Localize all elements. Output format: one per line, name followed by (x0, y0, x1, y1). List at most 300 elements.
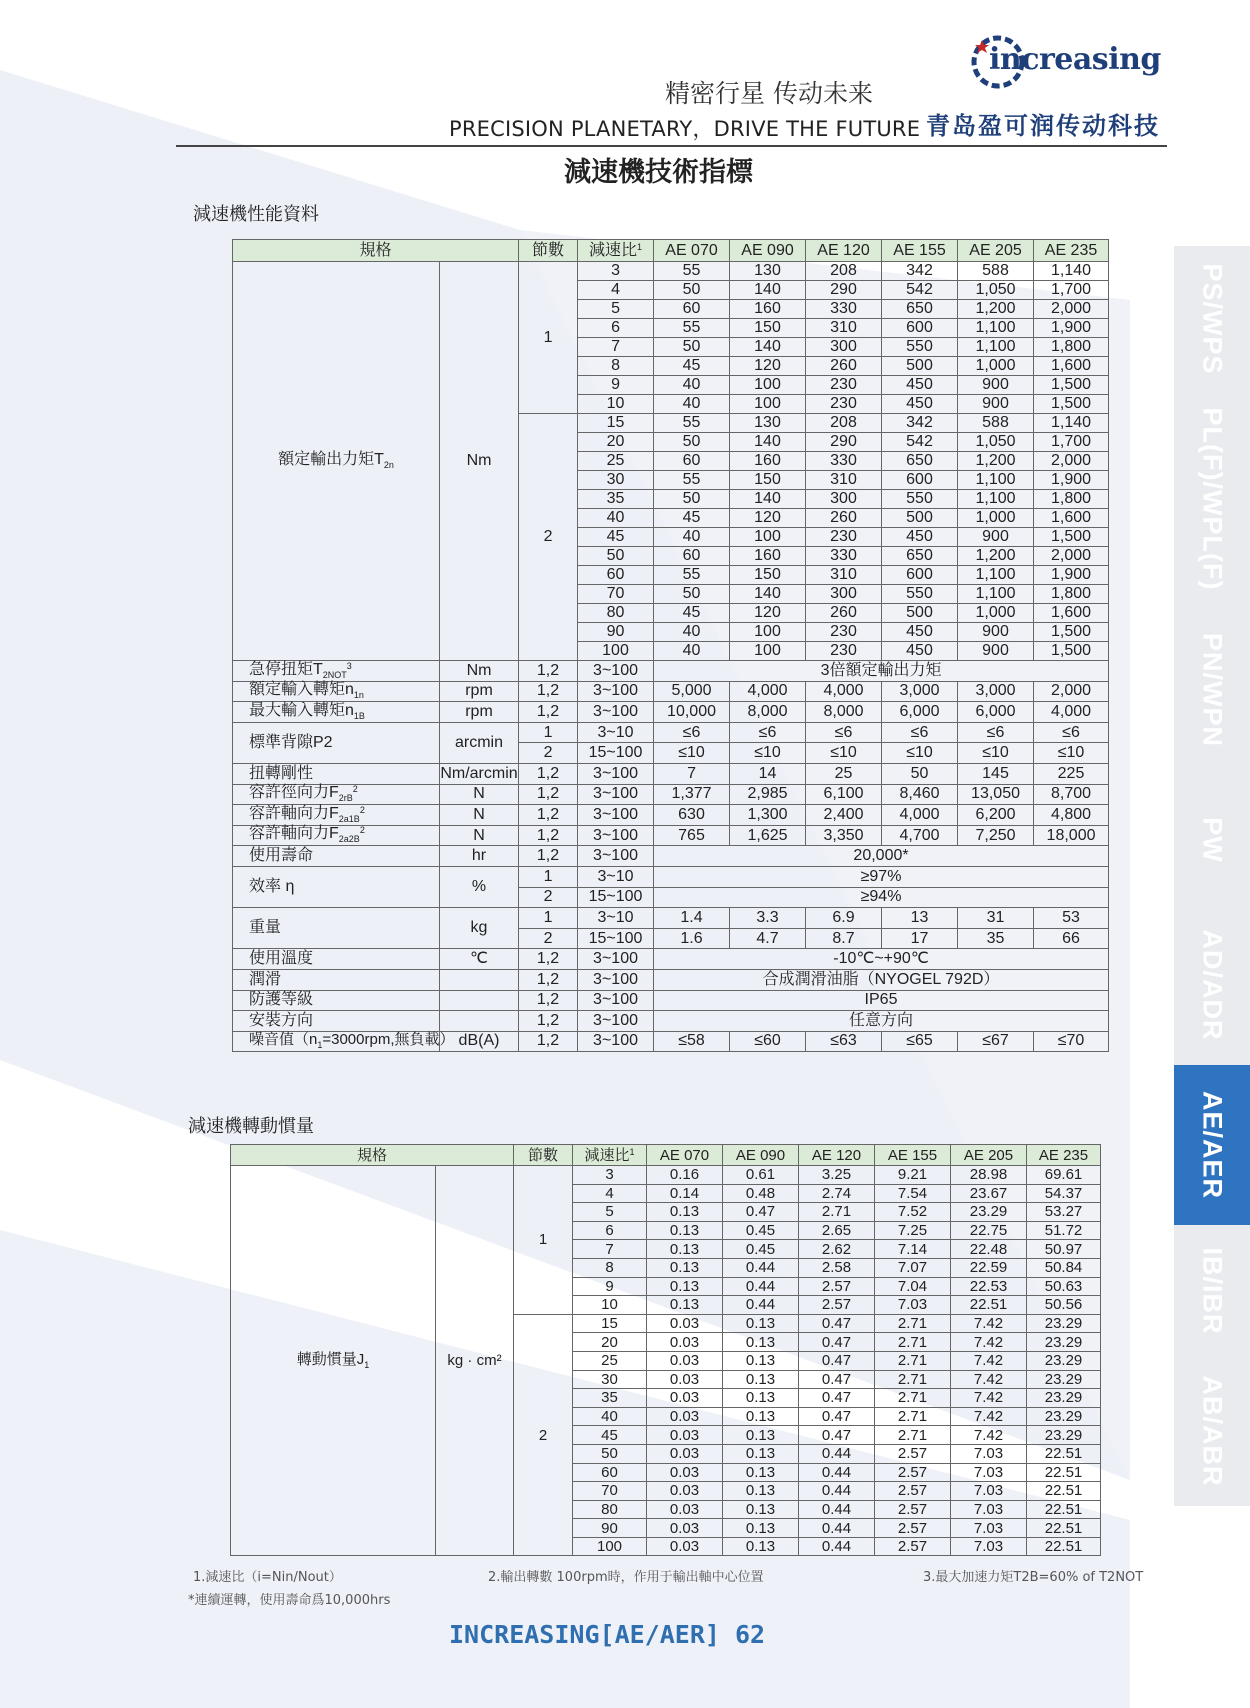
value-cell: 0.13 (723, 1426, 799, 1445)
value-cell: 230 (806, 395, 882, 414)
value-cell: ≤6 (1034, 722, 1109, 743)
value-cell: 2.57 (875, 1500, 951, 1519)
value-cell: ≤10 (882, 743, 958, 764)
table-row (233, 969, 1109, 990)
value-cell: 50 (654, 338, 730, 357)
value-cell: 260 (806, 604, 882, 623)
ratio-cell: 3~10 (578, 866, 654, 887)
value-cell: 1,000 (958, 357, 1034, 376)
footnote-1: 1.減速比（i=Nin/Nout） (193, 1570, 342, 1585)
value-cell: 230 (806, 623, 882, 642)
value-cell: 0.13 (647, 1277, 723, 1296)
ratio-cell: 3~100 (578, 949, 654, 970)
ratio-cell: 4 (578, 281, 654, 300)
value-cell: ≤6 (654, 722, 730, 743)
value-cell: 0.13 (723, 1537, 799, 1556)
slogan-english: PRECISION PLANETARY，DRIVE THE FUTURE (449, 117, 921, 141)
value-cell: 7.07 (875, 1258, 951, 1277)
ratio-cell: 3~100 (578, 805, 654, 826)
value-cell: 0.13 (647, 1221, 723, 1240)
value-cell: 50.56 (1027, 1296, 1101, 1315)
ratio-cell: 70 (578, 585, 654, 604)
header-spec: 規格 (231, 1145, 514, 1166)
value-cell: 150 (730, 319, 806, 338)
value-cell: 310 (806, 566, 882, 585)
value-cell: 1,200 (958, 300, 1034, 319)
value-cell: ≤6 (882, 722, 958, 743)
value-cell: 120 (730, 604, 806, 623)
row-label: 潤滑 (233, 969, 440, 990)
value-cell: 2.71 (875, 1389, 951, 1408)
ratio-cell: 40 (573, 1407, 647, 1426)
value-cell: 7.42 (951, 1426, 1027, 1445)
value-cell: 60 (654, 452, 730, 471)
value-cell: 2.71 (875, 1333, 951, 1352)
stage-cell: 1,2 (519, 702, 578, 723)
value-cell: 0.13 (723, 1500, 799, 1519)
ratio-cell: 3~100 (578, 763, 654, 784)
value-cell: 3倍額定輸出力矩 (654, 661, 1109, 682)
value-cell: 1,100 (958, 471, 1034, 490)
ratio-cell: 6 (578, 319, 654, 338)
row-label: 噪音值（$n_1=3000rpm$,無負載） (233, 1031, 440, 1052)
value-cell: 160 (730, 547, 806, 566)
value-cell: 0.44 (799, 1463, 875, 1482)
row-label: 重量 (233, 908, 440, 949)
unit-cell: rpm (440, 702, 519, 723)
value-cell: 任意方向 (654, 1011, 1109, 1032)
value-cell: 2.65 (799, 1221, 875, 1240)
value-cell: 1,500 (1034, 642, 1109, 661)
logo-text: increasing (989, 42, 1161, 77)
header-model: AE 120 (806, 240, 882, 262)
value-cell: 45 (654, 357, 730, 376)
value-cell: 2,400 (806, 805, 882, 826)
value-cell: 22.48 (951, 1240, 1027, 1259)
value-cell: 4,000 (882, 805, 958, 826)
performance-table (232, 239, 1109, 1052)
value-cell: ≥97% (654, 866, 1109, 887)
ratio-cell: 100 (573, 1537, 647, 1556)
ratio-cell: 3~10 (578, 722, 654, 743)
value-cell: 0.03 (647, 1351, 723, 1370)
stage-cell: 2 (519, 928, 578, 949)
ratio-cell: 50 (573, 1444, 647, 1463)
value-cell: 55 (654, 471, 730, 490)
header-stages: 節數 (514, 1145, 573, 1166)
header-spec: 規格 (233, 240, 519, 262)
value-cell: ≤58 (654, 1031, 730, 1052)
value-cell: 22.59 (951, 1258, 1027, 1277)
row-label: 使用溫度 (233, 949, 440, 970)
ratio-cell: 3 (573, 1166, 647, 1185)
value-cell: 7.03 (875, 1296, 951, 1315)
company-name: 青岛盈可润传动科技 (926, 111, 1160, 140)
value-cell: 50 (654, 281, 730, 300)
value-cell: 0.47 (799, 1351, 875, 1370)
ratio-cell: 15~100 (578, 743, 654, 764)
unit-cell: arcmin (440, 722, 519, 763)
value-cell: 22.53 (951, 1277, 1027, 1296)
inertia-section-title: 減速機轉動慣量 (188, 1116, 314, 1137)
value-cell: 0.03 (647, 1426, 723, 1445)
value-cell: 1,500 (1034, 623, 1109, 642)
value-cell: 140 (730, 281, 806, 300)
value-cell: 28.98 (951, 1166, 1027, 1185)
ratio-cell: 20 (578, 433, 654, 452)
stage-cell: 1,2 (519, 846, 578, 867)
value-cell: 18,000 (1034, 825, 1109, 846)
value-cell: 7.03 (951, 1537, 1027, 1556)
value-cell: ≤6 (958, 722, 1034, 743)
value-cell: 0.47 (799, 1426, 875, 1445)
value-cell: 7.03 (951, 1500, 1027, 1519)
value-cell: 0.03 (647, 1519, 723, 1538)
value-cell: 35 (958, 928, 1034, 949)
value-cell: 0.47 (799, 1370, 875, 1389)
stage-cell: 1 (514, 1166, 573, 1315)
value-cell: 0.13 (647, 1203, 723, 1222)
value-cell: 1,100 (958, 585, 1034, 604)
stage-cell: 1 (519, 722, 578, 743)
value-cell: 290 (806, 433, 882, 452)
value-cell: 7.54 (875, 1184, 951, 1203)
value-cell: 6.9 (806, 908, 882, 929)
value-cell: 4,000 (806, 681, 882, 702)
value-cell: 23.29 (1027, 1333, 1101, 1352)
tab-ab-abr[interactable]: AB/ABR (1174, 1356, 1250, 1508)
value-cell: 0.44 (799, 1444, 875, 1463)
table-row (233, 846, 1109, 867)
header-ratio: 減速比$^1$ (578, 240, 654, 262)
value-cell: 2.71 (875, 1426, 951, 1445)
value-cell: 23.29 (1027, 1407, 1101, 1426)
value-cell: 1,900 (1034, 566, 1109, 585)
value-cell: 40 (654, 528, 730, 547)
row-label: 扭轉剛性 (233, 763, 440, 784)
header-ratio: 減速比$^1$ (573, 1145, 647, 1166)
value-cell: 140 (730, 433, 806, 452)
value-cell: 1,000 (958, 604, 1034, 623)
tab-ad-adr[interactable]: AD/ADR (1174, 905, 1250, 1067)
value-cell: 23.29 (1027, 1370, 1101, 1389)
ratio-cell: 6 (573, 1221, 647, 1240)
unit-cell: % (440, 866, 519, 907)
value-cell: 3.3 (730, 908, 806, 929)
row-label: 急停扭矩$T_{2NOT}^3$ (233, 661, 440, 682)
footnote-2: 2.輸出轉數 100rpm時，作用于輸出軸中心位置 (488, 1570, 764, 1585)
value-cell: 450 (882, 528, 958, 547)
value-cell: 1,200 (958, 452, 1034, 471)
value-cell: 7 (654, 763, 730, 784)
value-cell: 50 (654, 433, 730, 452)
value-cell: 2,000 (1034, 547, 1109, 566)
value-cell: 0.44 (799, 1537, 875, 1556)
value-cell: 22.51 (1027, 1482, 1101, 1501)
ratio-cell: 3 (578, 262, 654, 281)
ratio-cell: 3~100 (578, 702, 654, 723)
value-cell: 0.47 (799, 1333, 875, 1352)
value-cell: 130 (730, 262, 806, 281)
value-cell: 630 (654, 805, 730, 826)
value-cell: 150 (730, 471, 806, 490)
value-cell: ≤10 (806, 743, 882, 764)
value-cell: 0.03 (647, 1407, 723, 1426)
header-model: AE 235 (1034, 240, 1109, 262)
row-label: 標準背隙P2 (233, 722, 440, 763)
stage-cell: 1,2 (519, 1031, 578, 1052)
value-cell: 7.42 (951, 1370, 1027, 1389)
value-cell: 22.51 (1027, 1463, 1101, 1482)
value-cell: 225 (1034, 763, 1109, 784)
value-cell: 50.97 (1027, 1240, 1101, 1259)
value-cell: 120 (730, 357, 806, 376)
value-cell: 0.44 (723, 1296, 799, 1315)
value-cell: 900 (958, 623, 1034, 642)
value-cell: 2.71 (875, 1314, 951, 1333)
table-row (233, 262, 1109, 281)
ratio-cell: 60 (573, 1463, 647, 1482)
value-cell: 8.7 (806, 928, 882, 949)
value-cell: 7.25 (875, 1221, 951, 1240)
value-cell: 0.13 (723, 1314, 799, 1333)
unit-cell: Nm/arcmin (440, 763, 519, 784)
value-cell: 0.47 (799, 1389, 875, 1408)
value-cell: 54.37 (1027, 1184, 1101, 1203)
value-cell: 0.13 (723, 1463, 799, 1482)
row-label: 安裝方向 (233, 1011, 440, 1032)
value-cell: 1,800 (1034, 490, 1109, 509)
value-cell: ≤60 (730, 1031, 806, 1052)
value-cell: 1,377 (654, 784, 730, 805)
value-cell: 342 (882, 262, 958, 281)
ratio-cell: 45 (573, 1426, 647, 1445)
value-cell: 22.51 (1027, 1519, 1101, 1538)
value-cell: 60 (654, 547, 730, 566)
value-cell: 2.57 (875, 1519, 951, 1538)
value-cell: 55 (654, 414, 730, 433)
value-cell: ≤6 (806, 722, 882, 743)
value-cell: 0.44 (799, 1482, 875, 1501)
value-cell: 2.62 (799, 1240, 875, 1259)
value-cell: 342 (882, 414, 958, 433)
value-cell: 60 (654, 300, 730, 319)
tab-ae-aer[interactable]: AE/AER (1174, 1065, 1250, 1227)
value-cell: 900 (958, 642, 1034, 661)
value-cell: 160 (730, 300, 806, 319)
value-cell: 7.42 (951, 1407, 1027, 1426)
value-cell: 51.72 (1027, 1221, 1101, 1240)
value-cell: 50 (654, 585, 730, 604)
table-row (231, 1166, 1101, 1185)
unit-cell (440, 1011, 519, 1032)
value-cell: 100 (730, 528, 806, 547)
value-cell: 1,100 (958, 319, 1034, 338)
value-cell: ≤10 (1034, 743, 1109, 764)
ratio-cell: 9 (573, 1277, 647, 1296)
header-model: AE 070 (647, 1145, 723, 1166)
unit-cell: ℃ (440, 949, 519, 970)
value-cell: 4,000 (730, 681, 806, 702)
value-cell: 1,600 (1034, 357, 1109, 376)
stage-cell: 2 (519, 414, 578, 661)
unit-cell (440, 990, 519, 1011)
value-cell: 22.51 (1027, 1444, 1101, 1463)
table-row (233, 949, 1109, 970)
ratio-cell: 3~100 (578, 825, 654, 846)
ratio-cell: 10 (573, 1296, 647, 1315)
value-cell: 0.13 (723, 1407, 799, 1426)
ratio-cell: 25 (573, 1351, 647, 1370)
ratio-cell: 60 (578, 566, 654, 585)
value-cell: 2.57 (875, 1444, 951, 1463)
ratio-cell: 7 (573, 1240, 647, 1259)
value-cell: 450 (882, 642, 958, 661)
value-cell: 145 (958, 763, 1034, 784)
value-cell: 6,100 (806, 784, 882, 805)
value-cell: 1,900 (1034, 319, 1109, 338)
value-cell: 1,900 (1034, 471, 1109, 490)
table-row (233, 990, 1109, 1011)
table-row (233, 763, 1109, 784)
unit-cell: Nm (440, 661, 519, 682)
table-row (233, 866, 1109, 887)
value-cell: 7.42 (951, 1389, 1027, 1408)
value-cell: 0.13 (647, 1296, 723, 1315)
value-cell: 0.13 (723, 1444, 799, 1463)
value-cell: 2,000 (1034, 300, 1109, 319)
ratio-cell: 30 (573, 1370, 647, 1389)
value-cell: 450 (882, 376, 958, 395)
value-cell: 40 (654, 642, 730, 661)
value-cell: 2.57 (799, 1296, 875, 1315)
value-cell: ≤10 (730, 743, 806, 764)
value-cell: 2.58 (799, 1258, 875, 1277)
tab-ps-wps[interactable]: PS/WPS (1174, 246, 1250, 394)
ratio-cell: 3~100 (578, 846, 654, 867)
value-cell: 1,050 (958, 281, 1034, 300)
value-cell: 1,700 (1034, 281, 1109, 300)
value-cell: 22.51 (951, 1296, 1027, 1315)
value-cell: 7.04 (875, 1277, 951, 1296)
stage-cell: 2 (519, 887, 578, 908)
value-cell: 0.03 (647, 1482, 723, 1501)
value-cell: 66 (1034, 928, 1109, 949)
value-cell: 260 (806, 357, 882, 376)
value-cell: 600 (882, 319, 958, 338)
value-cell: 300 (806, 585, 882, 604)
row-label: 額定輸出力矩$T_{2n}$ (233, 262, 440, 661)
value-cell: 100 (730, 642, 806, 661)
value-cell: 0.13 (647, 1240, 723, 1259)
value-cell: 1,700 (1034, 433, 1109, 452)
value-cell: 0.13 (723, 1389, 799, 1408)
value-cell: 50 (654, 490, 730, 509)
value-cell: 40 (654, 376, 730, 395)
value-cell: 0.03 (647, 1314, 723, 1333)
value-cell: 1,100 (958, 490, 1034, 509)
value-cell: 0.14 (647, 1184, 723, 1203)
ratio-cell: 3~10 (578, 908, 654, 929)
value-cell: 4.7 (730, 928, 806, 949)
value-cell: 300 (806, 338, 882, 357)
stage-cell: 1,2 (519, 990, 578, 1011)
ratio-cell: 25 (578, 452, 654, 471)
header-model: AE 070 (654, 240, 730, 262)
value-cell: 330 (806, 300, 882, 319)
tab-pn-wpn[interactable]: PN/WPN (1174, 605, 1250, 777)
value-cell: ≤10 (654, 743, 730, 764)
value-cell: 8,460 (882, 784, 958, 805)
inertia-table (230, 1144, 1101, 1556)
unit-cell: hr (440, 846, 519, 867)
value-cell: 6,000 (958, 702, 1034, 723)
value-cell: 2,000 (1034, 681, 1109, 702)
value-cell: 2.71 (799, 1203, 875, 1222)
value-cell: 55 (654, 262, 730, 281)
row-label: 容許軸向力$F_{2a2B}^2$ (233, 825, 440, 846)
value-cell: 500 (882, 509, 958, 528)
value-cell: 550 (882, 585, 958, 604)
value-cell: 0.03 (647, 1389, 723, 1408)
ratio-cell: 5 (573, 1203, 647, 1222)
value-cell: 208 (806, 414, 882, 433)
value-cell: 300 (806, 490, 882, 509)
value-cell: 0.03 (647, 1463, 723, 1482)
row-label: 效率 η (233, 866, 440, 907)
stage-cell: 1,2 (519, 825, 578, 846)
value-cell: 7.52 (875, 1203, 951, 1222)
header-stages: 節數 (519, 240, 578, 262)
header-model: AE 120 (799, 1145, 875, 1166)
ratio-cell: 4 (573, 1184, 647, 1203)
value-cell: 2.57 (875, 1463, 951, 1482)
value-cell: 7.03 (951, 1463, 1027, 1482)
ratio-cell: 5 (578, 300, 654, 319)
value-cell: 0.45 (723, 1221, 799, 1240)
value-cell: 40 (654, 395, 730, 414)
value-cell: 260 (806, 509, 882, 528)
value-cell: 650 (882, 547, 958, 566)
tab-pl-wpl[interactable]: PL(F)/WPL(F) (1174, 392, 1250, 607)
value-cell: 0.03 (647, 1500, 723, 1519)
value-cell: 1.6 (654, 928, 730, 949)
ratio-cell: 40 (578, 509, 654, 528)
ratio-cell: 30 (578, 471, 654, 490)
value-cell: 230 (806, 528, 882, 547)
value-cell: 8,700 (1034, 784, 1109, 805)
value-cell: ≤70 (1034, 1031, 1109, 1052)
value-cell: -10℃~+90℃ (654, 949, 1109, 970)
value-cell: 23.29 (1027, 1389, 1101, 1408)
value-cell: 4,700 (882, 825, 958, 846)
value-cell: 0.03 (647, 1537, 723, 1556)
tab-ib-ibr[interactable]: IB/IBR (1174, 1225, 1250, 1358)
value-cell: 7.03 (951, 1444, 1027, 1463)
unit-cell: Nm (440, 262, 519, 661)
value-cell: ≤67 (958, 1031, 1034, 1052)
row-label: 額定輸入轉矩$n_{1n}$ (233, 681, 440, 702)
value-cell: 140 (730, 585, 806, 604)
stage-cell: 1,2 (519, 681, 578, 702)
stage-cell: 1 (519, 866, 578, 887)
value-cell: 22.51 (1027, 1537, 1101, 1556)
value-cell: 0.13 (647, 1258, 723, 1277)
tab-pw[interactable]: PW (1174, 775, 1250, 907)
value-cell: 13,050 (958, 784, 1034, 805)
value-cell: 7,250 (958, 825, 1034, 846)
value-cell: 765 (654, 825, 730, 846)
